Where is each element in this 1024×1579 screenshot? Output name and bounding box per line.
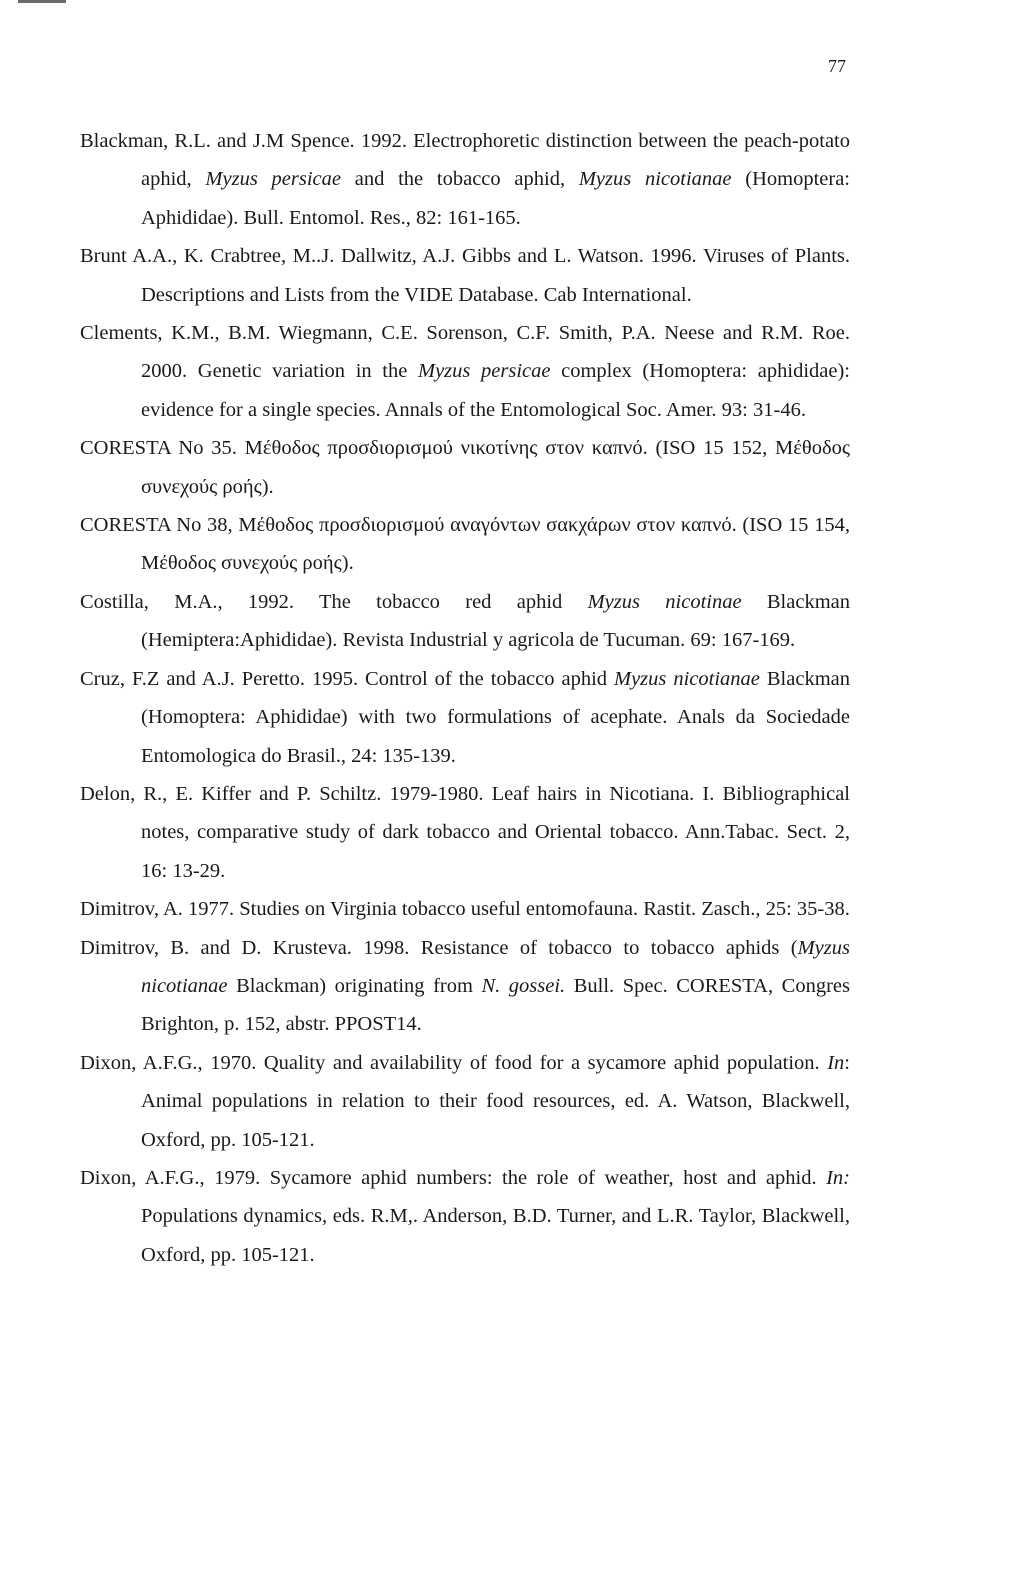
reference-italic-text: Myzus nicotinae bbox=[587, 590, 742, 613]
reference-entry bbox=[80, 583, 850, 660]
reference-entry bbox=[80, 775, 850, 890]
reference-text: Blackman) originating from bbox=[227, 974, 482, 997]
reference-text: CORESTA No 38, Μέθοδος προσδιορισμού αναγόντων σακχάρων στον καπνό. (ISO 15 154, Μέθοδος συνεχούς ροής). bbox=[80, 514, 850, 575]
page-number: 77 bbox=[828, 56, 846, 76]
reference-italic-text: In bbox=[827, 1051, 845, 1074]
reference-text: Blackman (Hemiptera:Aphididae). Revista Industrial y agricola de Tucuman. 69: 167-169. bbox=[141, 590, 850, 652]
reference-entry bbox=[80, 506, 850, 583]
reference-text: Blackman, R.L. and J.M Spence. 1992. Electrophoretic distinction between the peach-potato aphid, bbox=[80, 130, 850, 191]
reference-italic-text: Myzus nicotianae bbox=[614, 667, 760, 690]
reference-text: Delon, R., E. Kiffer and P. Schiltz. 1979-1980. Leaf hairs in Nicotiana. I. Bibliographical notes, comparative study of dark tobacco and Oriental tobacco. Ann.Tabac. Sect. 2, 16: 13-29. bbox=[80, 782, 850, 882]
reference-italic-text: Myzus persicae bbox=[418, 360, 551, 383]
reference-text: : Animal populations in relation to their food resources, ed. A. Watson, Blackwell, Oxford, pp. 105-121. bbox=[141, 1051, 850, 1151]
reference-entry bbox=[80, 1044, 850, 1159]
reference-text: Dimitrov, B. and D. Krusteva. 1998. Resistance of tobacco to tobacco aphids ( bbox=[80, 936, 798, 959]
reference-text: and the tobacco aphid, bbox=[341, 168, 579, 191]
reference-text: complex (Homoptera: aphididae): evidence for a single species. Annals of the Entomological Soc. Amer. 93: 31-46. bbox=[141, 360, 850, 421]
reference-italic-text: N. gossei. bbox=[481, 974, 566, 997]
reference-italic-text: In: bbox=[826, 1166, 850, 1189]
reference-text: Cruz, F.Z and A.J. Peretto. 1995. Control of the tobacco aphid bbox=[80, 667, 614, 690]
reference-entry bbox=[80, 1159, 850, 1274]
reference-text: Costilla, M.A., 1992. The tobacco red aphid bbox=[80, 590, 588, 613]
reference-entry bbox=[80, 237, 850, 314]
reference-entry bbox=[80, 890, 850, 928]
reference-text: Dixon, A.F.G., 1970. Quality and availability of food for a sycamore aphid population. bbox=[80, 1051, 828, 1074]
reference-text: Clements, K.M., B.M. Wiegmann, C.E. Sorenson, C.F. Smith, P.A. Neese and R.M. Roe. 2000. Genetic variation in the bbox=[80, 322, 850, 383]
reference-italic-text: Myzus nicotianae bbox=[141, 936, 850, 997]
reference-italic-text: Myzus nicotianae bbox=[578, 168, 732, 191]
scan-corner-mark bbox=[18, 0, 66, 3]
reference-italic-text: Myzus persicae bbox=[205, 168, 342, 191]
reference-entry bbox=[80, 929, 850, 1044]
reference-text: Dimitrov, A. 1977. Studies on Virginia tobacco useful entomofauna. Rastit. Zasch., 25: 35-38. bbox=[80, 898, 850, 921]
reference-list bbox=[80, 122, 850, 1274]
reference-text: Brunt A.A., K. Crabtree, M..J. Dallwitz, A.J. Gibbs and L. Watson. 1996. Viruses of Plants. Descriptions and Lists from the VIDE Database. Cab International. bbox=[80, 245, 850, 306]
reference-entry bbox=[80, 314, 850, 429]
reference-text: Populations dynamics, eds. R.M,. Anderson, B.D. Turner, and L.R. Taylor, Blackwell, Oxford, pp. 105-121. bbox=[141, 1205, 850, 1266]
reference-entry bbox=[80, 429, 850, 506]
reference-entry bbox=[80, 660, 850, 775]
reference-entry bbox=[80, 122, 850, 237]
reference-text: (Homoptera: Aphididae). Bull. Entomol. Res., 82: 161-165. bbox=[141, 168, 850, 229]
reference-text: Blackman (Homoptera: Aphididae) with two formulations of acephate. Anals da Sociedade Entomologica do Brasil., 24: 135-139. bbox=[141, 667, 850, 767]
reference-text: Bull. Spec. CORESTA, Congres Brighton, p. 152, abstr. PPOST14. bbox=[141, 974, 850, 1036]
reference-text: CORESTA No 35. Μέθοδος προσδιορισμού νικοτίνης στον καπνό. (ISO 15 152, Μέθοδος συνεχούς ροής). bbox=[80, 437, 850, 498]
reference-text: Dixon, A.F.G., 1979. Sycamore aphid numbers: the role of weather, host and aphid. bbox=[80, 1166, 827, 1189]
